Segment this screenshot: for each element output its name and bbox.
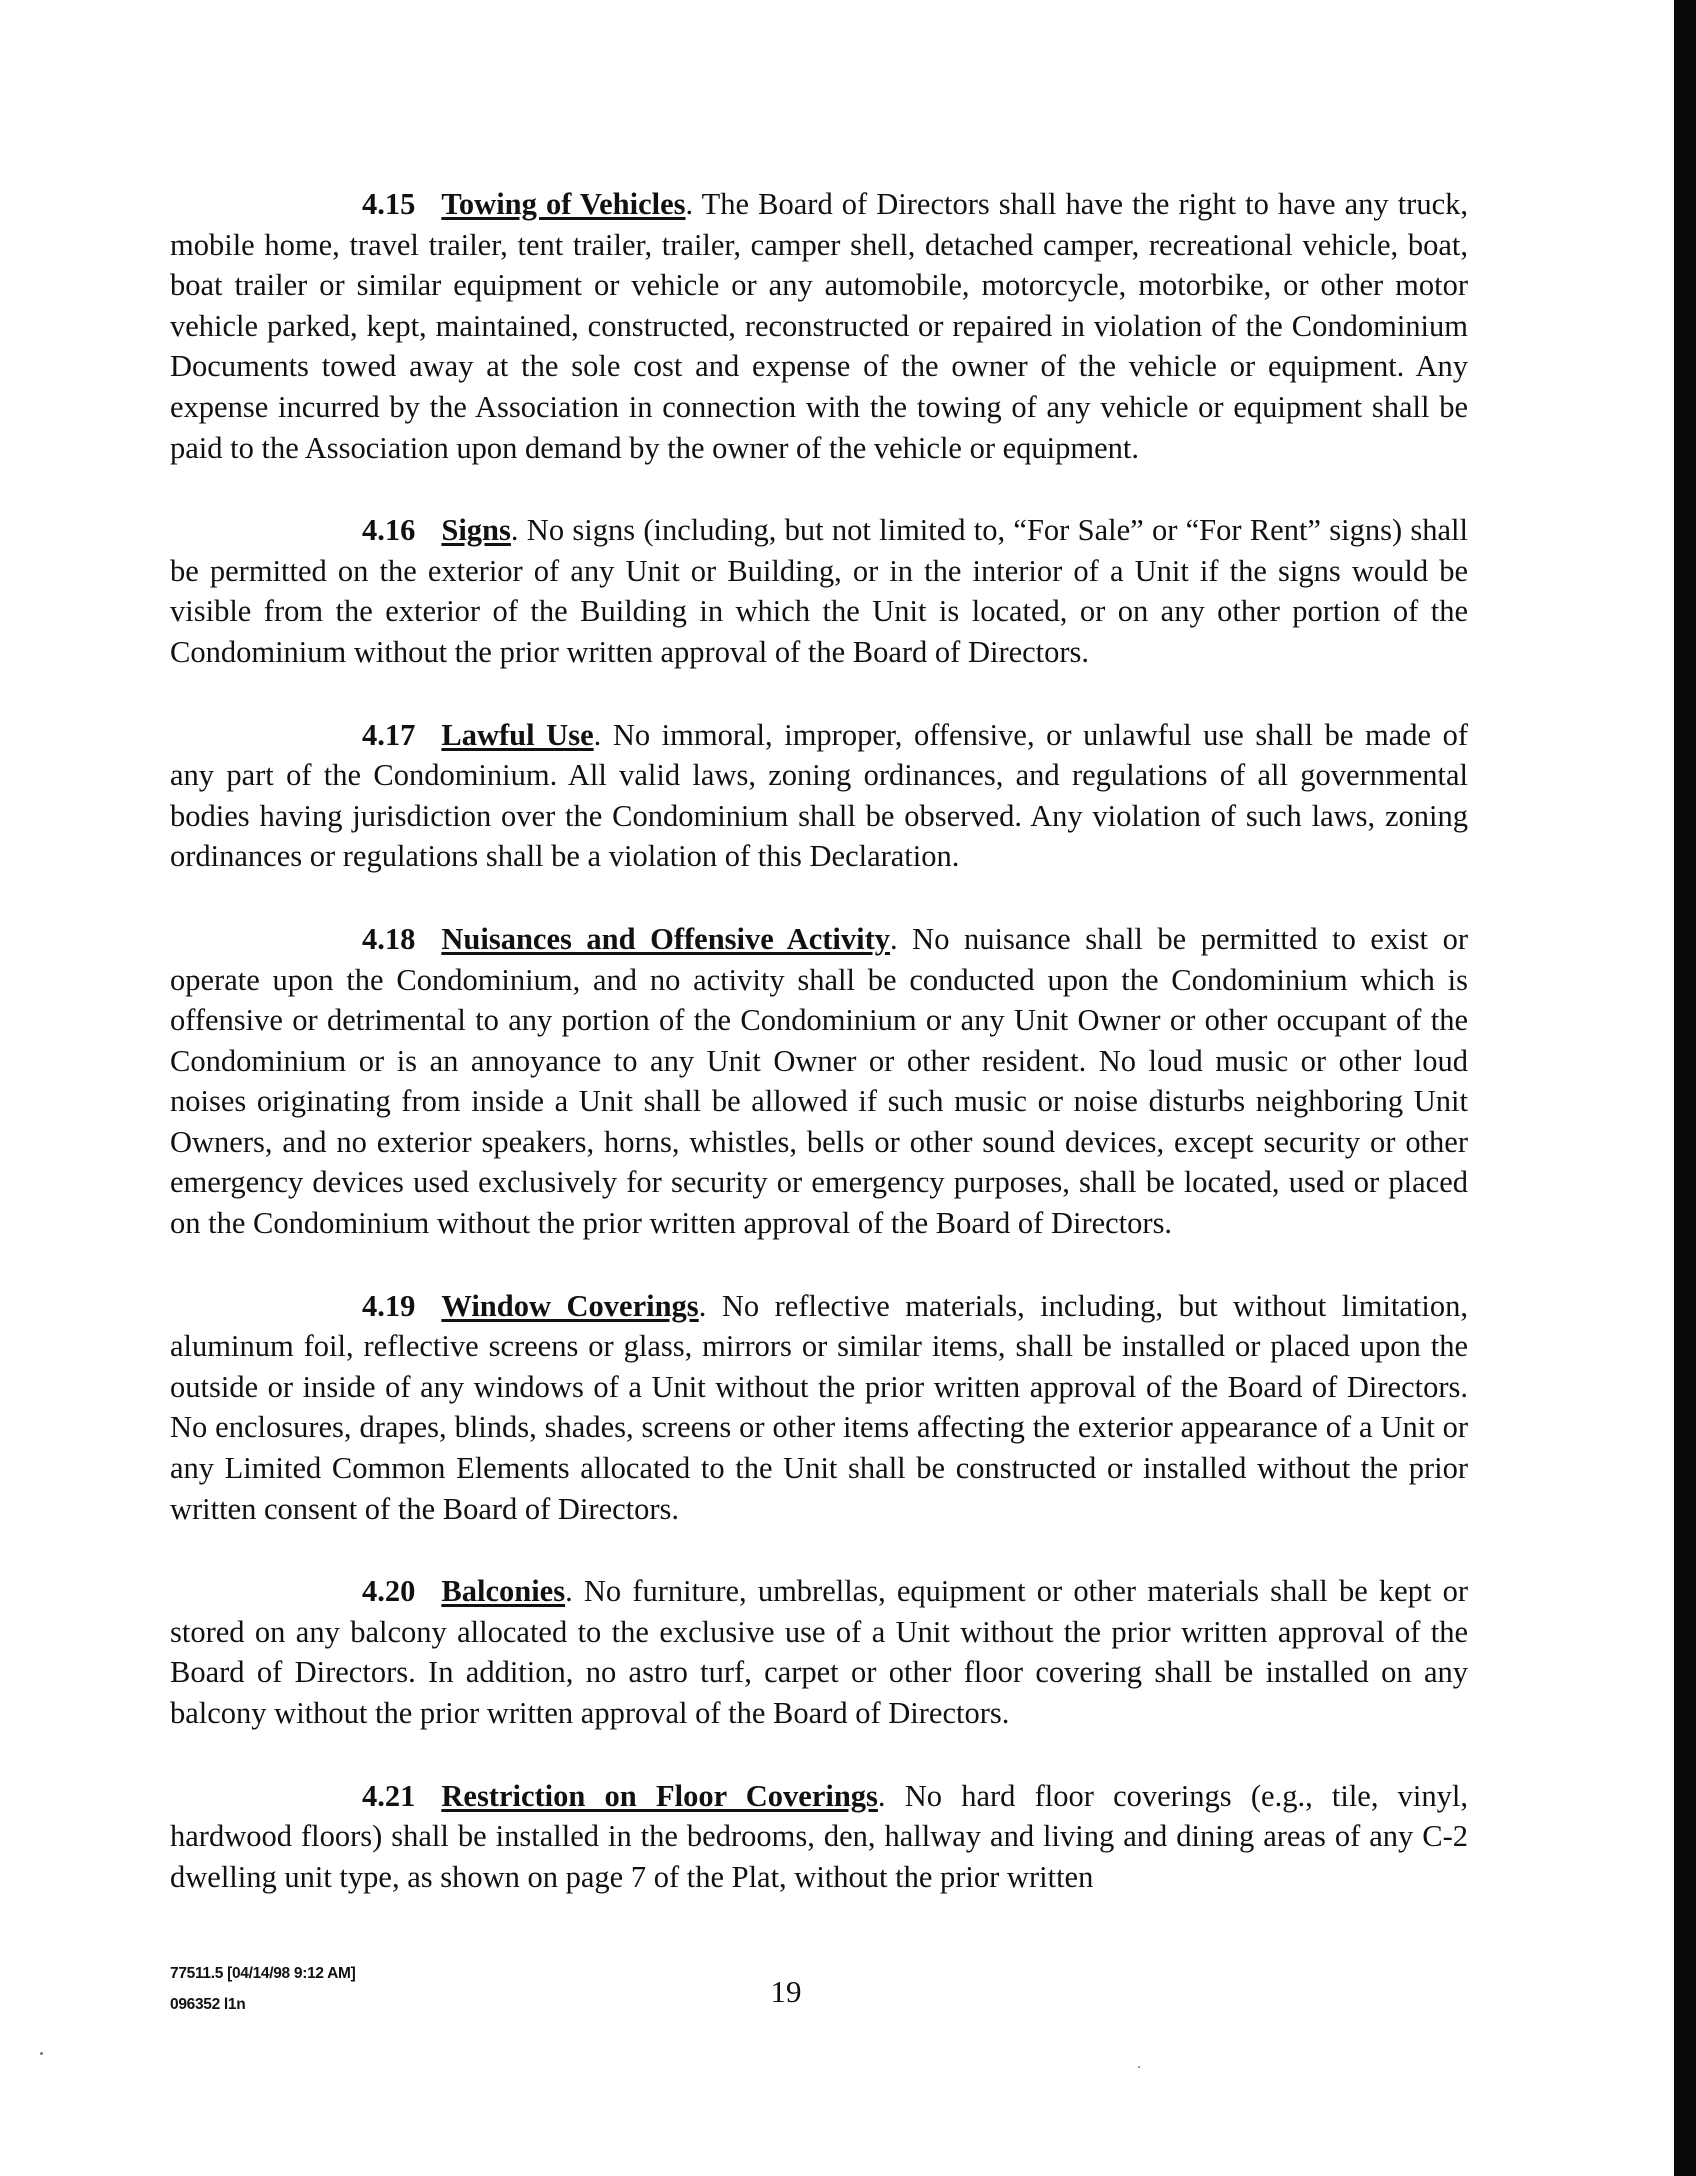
section-body: No furniture, umbrellas, equipment or other materials shall be kept or stored on any balcony allocated to the exclusive use of a Unit without the prior written approval of the Board of Directors. In addition, no astro turf, carpet or other floor covering shall be installed on any balcony without the prior written approval of the Board of Directors. [170,1574,1468,1730]
section-title-punct: . [510,513,519,548]
scan-speck [40,2052,43,2055]
section-title: Lawful Use [441,717,594,752]
section-number: 4.18 [362,921,416,956]
section-4-15 [170,184,1468,468]
section-number: 4.19 [362,1288,416,1323]
section-title: Window Coverings [441,1288,699,1323]
section-number: 4.16 [362,513,416,548]
section-body: No reflective materials, including, but without limitation, aluminum foil, reflective screens or glass, mirrors or similar items, shall be installed or placed upon the outside or inside of any windows of a Unit without the prior written approval of the Board of Directors. No enclosures, drapes, blinds, shades, screens or other items affecting the exterior appearance of a Unit or any Limited Common Elements allocated to the Unit shall be constructed or installed without the prior written consent of the Board of Directors. [170,1288,1469,1526]
section-title: Restriction on Floor Coverings [441,1778,878,1813]
page-number: 19 [770,1974,802,2009]
section-number: 4.20 [362,1574,416,1609]
scan-speck [1138,2066,1140,2068]
document-page [170,184,1468,1939]
section-body: The Board of Directors shall have the right to have any truck, mobile home, travel trailer, tent trailer, trailer, camper shell, detached camper, recreational vehicle, boat, boat trailer or similar equipment or vehicle or any automobile, motorcycle, motorbike, or other motor vehicle parked, kept, maintained, constructed, reconstructed or repaired in violation of the Condominium Documents towed away at the sole cost and expense of the owner of the vehicle or equipment. Any expense incurred by the Association in connection with the towing of any vehicle or equipment shall be paid to the Association upon demand by the owner of the vehicle or equipment. [170,187,1469,465]
section-title: Balconies [441,1574,566,1609]
section-4-16 [170,510,1468,672]
section-4-18 [170,919,1468,1244]
section-title-punct: . [565,1574,573,1609]
section-number: 4.15 [362,187,416,221]
section-number: 4.17 [362,717,416,752]
section-4-19 [170,1286,1468,1530]
section-title: Nuisances and Offensive Activity [441,921,890,956]
section-title-punct: . [890,921,898,956]
section-title-punct: . [698,1288,707,1323]
section-title-punct: . [685,187,694,221]
section-title: Signs [441,513,511,548]
footer-doc-version: 77511.5 [04/14/98 9:12 AM] [170,1965,356,1982]
section-title-punct: . [877,1778,886,1813]
document-footer-id [170,1958,356,2020]
section-4-17 [170,715,1468,877]
section-body: No nuisance shall be permitted to exist or operate upon the Condominium, and no activity shall be conducted upon the Condominium which is offensive or detrimental to any portion of the Condominium or any Unit Owner or other occupant of the Condominium or is an annoyance to any Unit Owner or other resident. No loud music or other loud noises originating from inside a Unit shall be allowed if such music or noise disturbs neighboring Unit Owners, and no exterior speakers, horns, whistles, bells or other sound devices, except security or other emergency devices used exclusively for security or emergency purposes, shall be located, used or placed on the Condominium without the prior written approval of the Board of Directors. [170,921,1468,1241]
section-number: 4.21 [362,1778,416,1813]
footer-doc-code: 096352 l1n [170,1996,246,2013]
section-4-20 [170,1571,1468,1733]
scan-edge-shadow [1674,0,1696,2176]
section-4-21 [170,1776,1468,1898]
section-body: No hard floor coverings (e.g., tile, vinyl, hardwood floors) shall be installed in the bedrooms, den, hallway and living and dining areas of any C-2 dwelling unit type, as shown on page 7 of the Plat, without the prior written [170,1778,1468,1894]
section-body: No signs (including, but not limited to, “For Sale” or “For Rent” signs) shall be permitted on the exterior of any Unit or Building, or in the interior of a Unit if the signs would be visible from the exterior of the Building in which the Unit is located, or on any other portion of the Condominium without the prior written approval of the Board of Directors. [170,513,1468,669]
section-title-punct: . [593,717,602,752]
section-body: No immoral, improper, offensive, or unlawful use shall be made of any part of the Condominium. All valid laws, zoning ordinances, and regulations of all governmental bodies having jurisdiction over the Condominium shall be observed. Any violation of such laws, zoning ordinances or regulations shall be a violation of this Declaration. [170,717,1468,874]
section-title: Towing of Vehicles [441,187,686,221]
